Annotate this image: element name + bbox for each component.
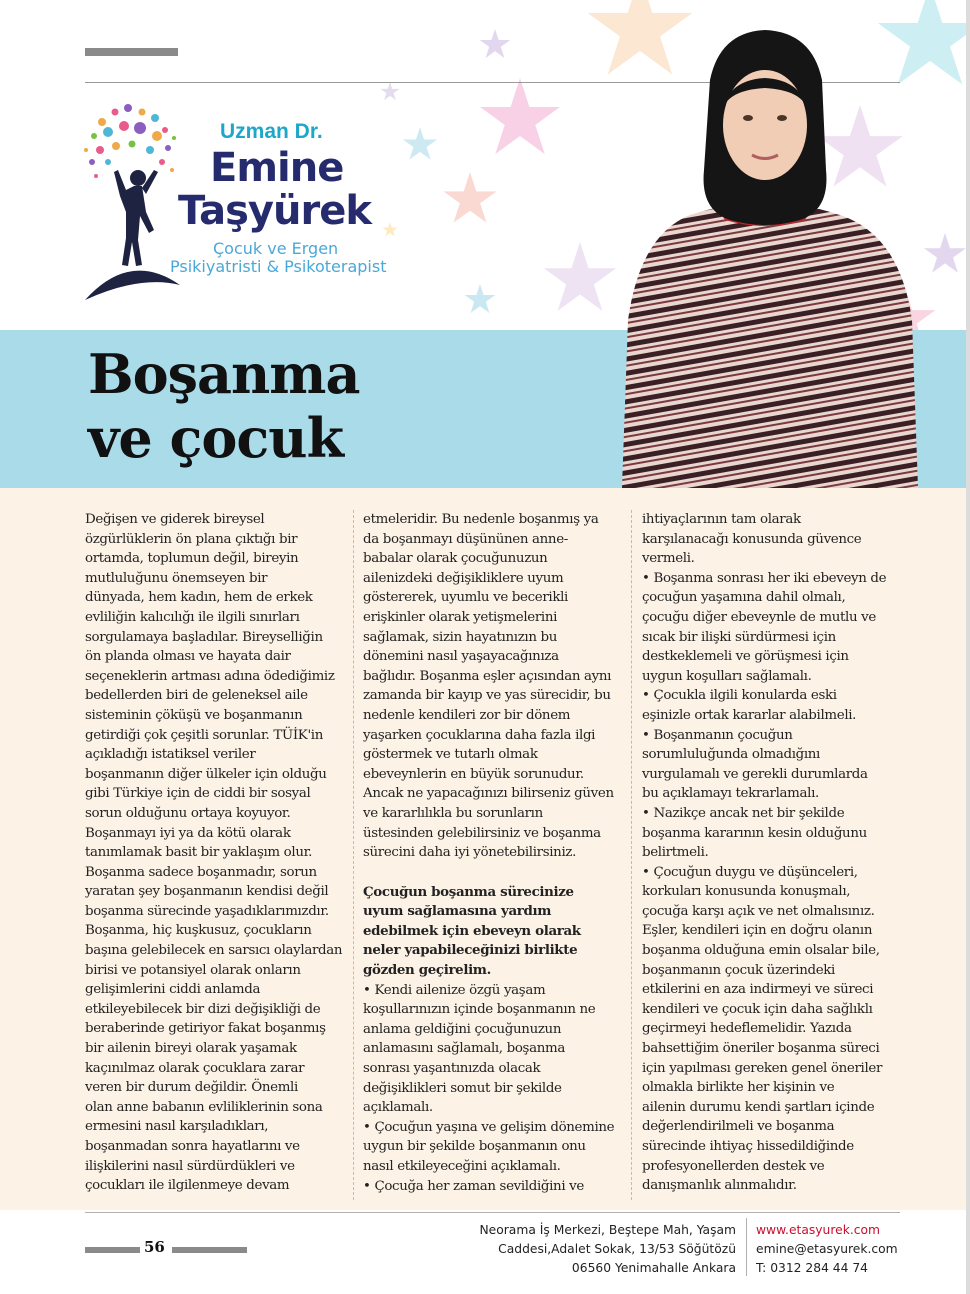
email-link[interactable]: emine@etasyurek.com [756,1242,898,1256]
article-line: edebilmek için ebeveyn olarak [363,922,581,939]
article-line: vurgulamalı ve gerekli durumlarda [642,766,868,782]
article-line: Çocuğun boşanma sürecinize [363,883,574,900]
article-line: göstermek ve tutarlı olmak [363,747,538,763]
article-line: üstesinden gelebilirsiniz ve boşanma [363,825,601,841]
article-line: ailenin durumu kendi şartları içinde [642,1099,875,1115]
article-line: çocuğun yaşamına dahil olmalı, [642,590,846,606]
article-line: getirdiği çok çeşitli sorunlar. TÜİK'in [85,727,323,743]
article-line: boşanmadan sonra hayatlarını ve [85,1139,300,1154]
article-line: özgürlüklerin ön plana çıktığı bir [85,531,298,547]
article-line: bahsettiğim öneriler boşanma süreci [642,1041,880,1057]
article-line: sorumluluğunda olmadığını [642,747,820,763]
article-line: • Çocuğun yaşına ve gelişim dönemine [363,1119,615,1135]
article-line: sorgulamaya başladılar. Bireyselliğin [85,629,323,645]
article-line: bir ailenin bireyi olarak yaşamak [85,1041,297,1057]
article-line: babalar olarak çocuğunuzun [363,551,548,567]
article-line: ihtiyaçlarının tam olarak [642,512,801,527]
article-line: uygun koşulları sağlamalı. [642,668,812,684]
article-line: olan anne babanın evliliklerinin sona [85,1099,323,1115]
article-line: kendileri ve çocuk için daha sağlıklı [642,1001,873,1017]
child-reaching-for-stars-logo [80,100,180,310]
column-separator [631,510,632,1200]
article-line: sürecini daha iyi yönetebilirsiniz. [363,845,576,861]
article-line: ilişkilerini nasıl sürdürdükleri ve [85,1158,295,1174]
article-line: çocuğu diğer ebeveynle de mutlu ve [642,609,876,625]
article-line: değişiklikleri somut bir şekilde [363,1080,562,1096]
article-line: sağlamak, sizin hayatınızın bu [363,629,558,645]
article-line: gelişimlerini ciddi anlamda [85,982,261,998]
article-line: boşanma sürecinde yaşadıklarımızdır. [85,903,329,919]
article-line: sürecinde ihtiyaç hissedildiğinde [642,1139,854,1154]
article-line: açıklamalı. [363,1100,433,1116]
article-line: çocuğa karşı açık ve net olmalısınız. [642,903,875,919]
author-last-name: Taşyürek [178,188,371,234]
specialty-line-2: Psikiyatristi & Psikoterapist [170,257,387,276]
article-line: ebeveynlerin en büyük sorunudur. [363,766,584,782]
article-line: • Nazikçe ancak net bir şekilde [642,805,845,821]
article-line: kaçınılmaz olarak çocuklara zarar [85,1060,305,1076]
address-line: Caddesi,Adalet Sokak, 13/53 Söğütözü [498,1242,736,1256]
article-line: Boşanma, hiç kuşkusuz, çocukların [85,923,312,939]
article-line: bedellerden biri de geleneksel aile [85,688,308,704]
article-line: gözden geçirelim. [363,962,491,979]
footer-separator [746,1218,747,1276]
article-line: Boşanma sadece boşanmadır, sorun [85,864,317,880]
article-line: belirtmeli. [642,845,709,861]
author-portrait [600,20,930,488]
article-line: destkeklemeli ve görüşmesi için [642,649,849,665]
page-number-bar-left [85,1247,140,1253]
article-line: geçirmeyi hedeflemelidir. Yazıda [642,1021,852,1037]
article-line: Değişen ve giderek bireysel [85,512,265,527]
article-line: seçeneklerin artması adına ödediğimiz [85,668,335,684]
footer-contact [756,1221,898,1278]
article-line: nasıl etkileyeceğini açıklamalı. [363,1159,561,1174]
article-line: çocukları ile ilgilenmeye devam [85,1178,290,1194]
article-line: • Kendi ailenize özgü yaşam [363,982,546,998]
article-line: erişkinler olarak yetişmelerini [363,609,558,625]
article-line: uygun bir şekilde boşanmanın onu [363,1139,586,1155]
article-line: başına gelebilecek en sarsıcı olaylardan [85,943,343,959]
article-line: yaşarken çocuklarına daha fazla ilgi [363,727,596,743]
article-line: sorun olduğunu ortaya koyuyor. [85,805,291,821]
article-line: ön planda olması ve hayata dair [85,649,291,665]
page-number-bar-right [172,1247,247,1253]
footer-rule [85,1212,900,1213]
address-line: Neorama İş Merkezi, Beştepe Mah, Yaşam [479,1223,736,1237]
article-line: karşılanacağı konusunda güvence [642,531,862,547]
article-line: boşanmanın çocuk üzerindeki [642,962,835,978]
author-first-name: Emine [210,145,344,191]
article-line: vermeli. [642,551,695,567]
article-line: anlamasını sağlamalı, boşanma [363,1041,565,1057]
article-line: değerlendirilmeli ve boşanma [642,1119,835,1135]
article-line: tanımlamak basit bir yaklaşım olur. [85,845,313,861]
article-line: nedenle kendileri zor bir dönem [363,707,571,723]
article-line: bu açıklamayı tekrarlamalı. [642,786,819,802]
website-link[interactable]: www.etasyurek.com [756,1223,880,1237]
article-line: boşanma olduğuna emin olsalar bile, [642,943,880,959]
article-column-3 [642,510,904,1196]
article-line: uyum sağlamasına yardım [363,903,552,920]
article-line: etkileyebilecek bir dizi değişikliği de [85,1001,321,1017]
article-line: Ancak ne yapacağınızı bilirseniz güven [363,786,614,802]
article-line: korkuları konusunda konuşmalı, [642,884,851,900]
article-column-2 [363,510,625,1196]
article-line: etmeleridir. Bu nedenle boşanmış ya [363,512,599,527]
article-line: gibi Türkiye için de ciddi bir sosyal [85,786,311,802]
article-line: sonrası yaşantınızda olacak [363,1061,541,1077]
article-line: olmakla birlikte her kişinin ve [642,1080,835,1096]
article-line: • Boşanmanın çocuğun [642,727,793,743]
article-line: veren bir durum değildir. Önemli [85,1080,298,1096]
article-line: etkilerini en aza indirmeyi ve süreci [642,982,874,998]
article-line: bağlıdır. Boşanma eşler açısından aynı [363,668,612,684]
article-line: mutluluğunu önemseyen bir [85,570,268,586]
article-line: evliliğin kalıcılığı ile ilgili sınırları [85,609,300,625]
article-line: açıkladığı istatiksel veriler [85,747,256,763]
specialty-line-1: Çocuk ve Ergen [213,239,339,258]
address-line: 06560 Yenimahalle Ankara [571,1261,736,1275]
article-line: Boşanmayı iyi ya da kötü olarak [85,825,291,841]
article-line: profesyonellerden destek ve [642,1158,825,1174]
article-line: boşanmanın diğer ülkeler için olduğu [85,766,327,782]
article-line: • Çocukla ilgili konularda eski [642,688,837,704]
article-line: beraberinde getiriyor fakat boşanmış [85,1021,326,1037]
article-line: boşanma kararının kesin olduğunu [642,825,867,841]
article-line: Eşler, kendileri için en doğru olanın [642,923,873,939]
article-line: anlama geldiğini çocuğunuzun [363,1021,562,1037]
article-line: neler yapabileceğinizi birlikte [363,942,578,959]
page-number: 56 [144,1238,165,1256]
article-line: ermesini nasıl karşıladıkları, [85,1119,269,1135]
article-column-1 [85,510,347,1196]
article-line: sıcak bir ilişki sürdürmesi için [642,629,836,645]
title-prefix: Uzman Dr. [220,120,323,143]
article-line: dönemini nasıl yaşayacağınıza [363,649,559,665]
article-line: birisi ve potansiyel olarak onların [85,962,301,978]
top-accent-bar [85,48,178,56]
article-line: dünyada, hem kadın, hem de erkek [85,590,313,606]
article-title-line-1: Boşanma [88,342,360,406]
article-line: koşullarınızın içinde boşanmanın ne [363,1002,596,1018]
article-line: göstererek, uyumlu ve becerikli [363,590,568,606]
article-line: • Çocuğun duygu ve düşünceleri, [642,864,858,880]
article-line: ortamda, toplumun değil, bireyin [85,551,299,567]
footer-address [470,1221,736,1278]
article-line: için yapılması gereken genel öneriler [642,1060,883,1076]
article-line: • Boşanma sonrası her iki ebeveyn de [642,570,887,586]
article-line: eşinizle ortak kararlar alabilmeli. [642,707,857,723]
article-title-line-2: ve çocuk [88,406,343,470]
article-line: da boşanmayı düşününen anne- [363,531,568,547]
article-line: zamanda bir kayıp ve yas sürecidir, bu [363,688,611,704]
column-separator [353,510,354,1200]
article-line: • Çocuğa her zaman sevildiğini ve [363,1178,584,1194]
article-line: yaratan şey boşanmanın kendisi değil [85,884,329,900]
article-line: ve kararlılıkla bu sorunların [363,805,543,821]
phone-number: T: 0312 284 44 74 [756,1261,868,1275]
article-line: ailenizdeki değişikliklere uyum [363,570,564,586]
article-line: sisteminin çöküşü ve boşanmanın [85,707,303,723]
article-line: danışmanlık alınmalıdır. [642,1178,797,1194]
page-edge-shadow [966,0,970,1294]
